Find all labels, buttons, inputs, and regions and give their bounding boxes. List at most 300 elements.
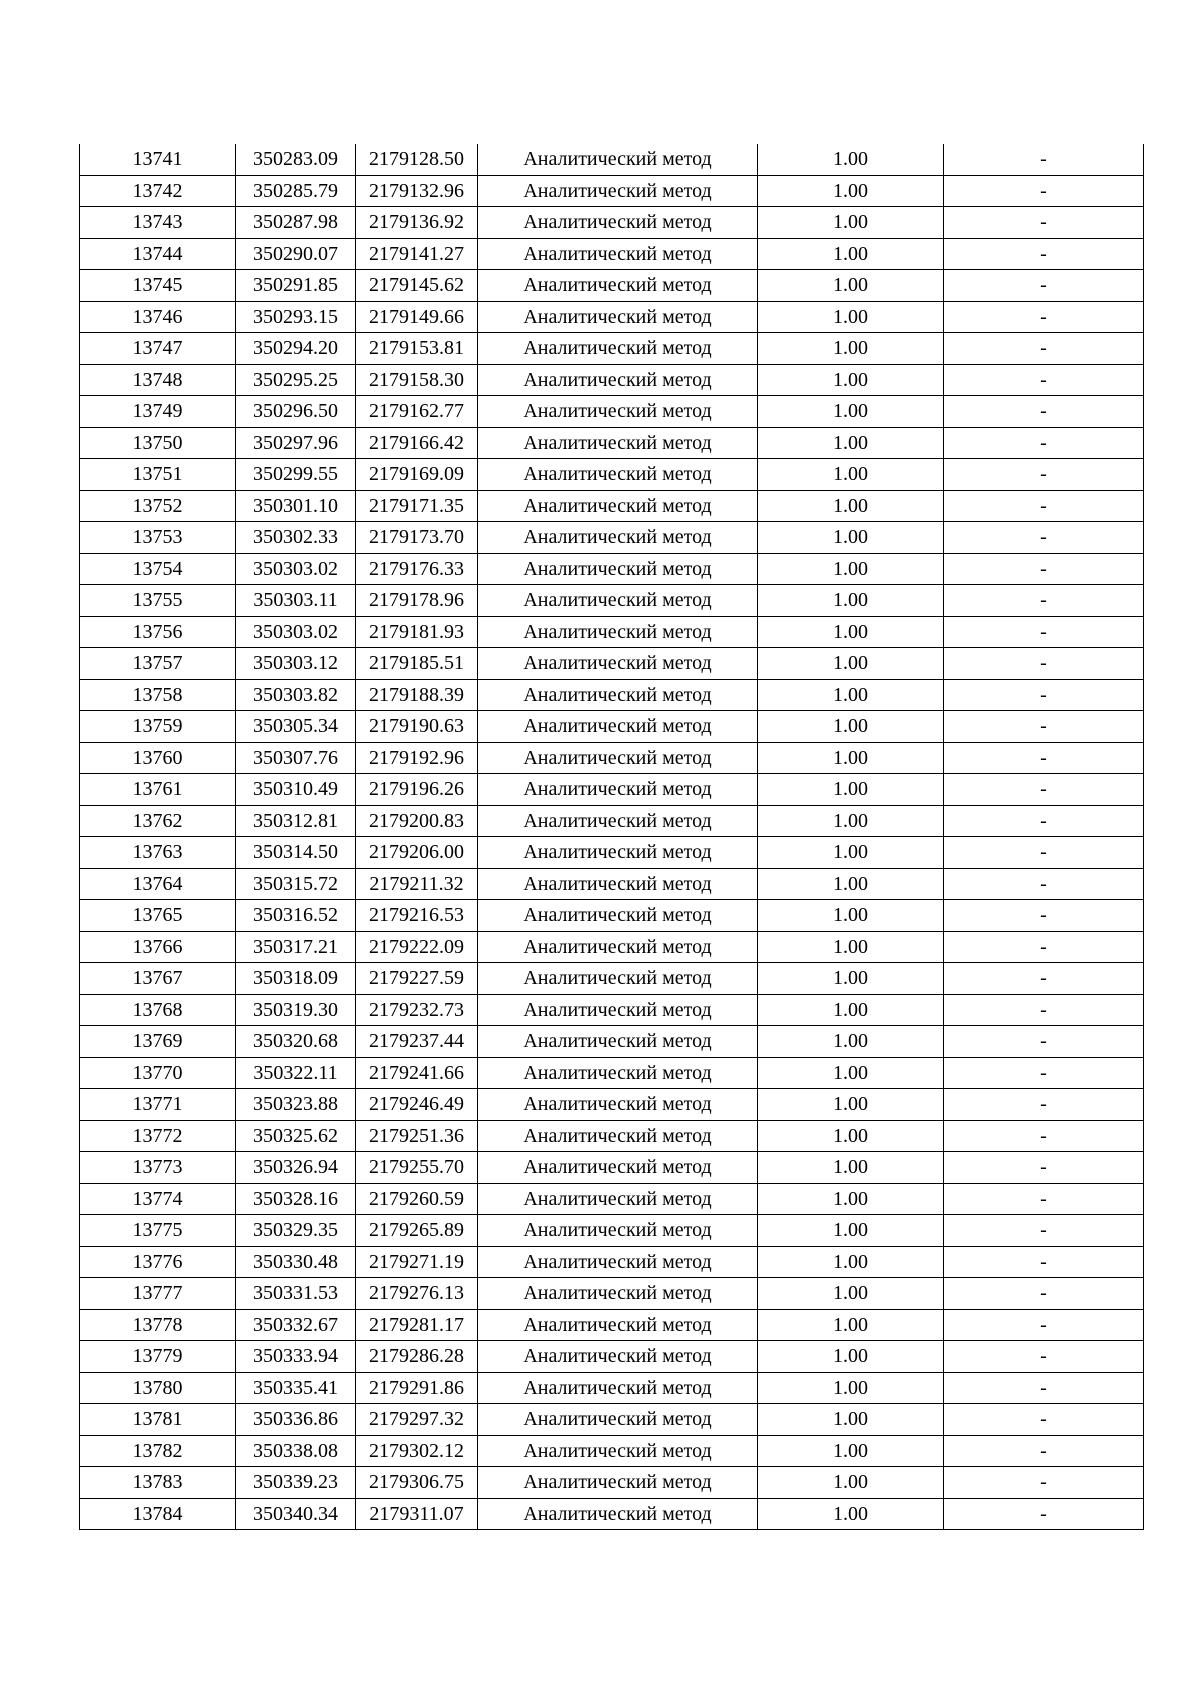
table-row bbox=[80, 1120, 1144, 1152]
y-coordinate-cell: 2179173.70 bbox=[356, 522, 478, 554]
point-number-cell: 13749 bbox=[80, 396, 236, 428]
point-number-cell: 13763 bbox=[80, 837, 236, 869]
point-number-cell: 13765 bbox=[80, 900, 236, 932]
accuracy-cell: 1.00 bbox=[758, 553, 944, 585]
y-coordinate-cell: 2179166.42 bbox=[356, 427, 478, 459]
method-cell: Аналитический метод bbox=[478, 522, 758, 554]
method-cell: Аналитический метод bbox=[478, 711, 758, 743]
point-number-cell: 13758 bbox=[80, 679, 236, 711]
y-coordinate-cell: 2179149.66 bbox=[356, 301, 478, 333]
accuracy-cell: 1.00 bbox=[758, 270, 944, 302]
point-number-cell: 13743 bbox=[80, 207, 236, 239]
y-coordinate-cell: 2179271.19 bbox=[356, 1246, 478, 1278]
point-number-cell: 13784 bbox=[80, 1498, 236, 1530]
x-coordinate-cell: 350293.15 bbox=[236, 301, 356, 333]
table-row bbox=[80, 994, 1144, 1026]
x-coordinate-cell: 350318.09 bbox=[236, 963, 356, 995]
method-cell: Аналитический метод bbox=[478, 1435, 758, 1467]
y-coordinate-cell: 2179227.59 bbox=[356, 963, 478, 995]
accuracy-cell: 1.00 bbox=[758, 301, 944, 333]
accuracy-cell: 1.00 bbox=[758, 742, 944, 774]
method-cell: Аналитический метод bbox=[478, 1152, 758, 1184]
description-cell: - bbox=[944, 1183, 1144, 1215]
method-cell: Аналитический метод bbox=[478, 774, 758, 806]
table-row bbox=[80, 900, 1144, 932]
accuracy-cell: 1.00 bbox=[758, 144, 944, 175]
x-coordinate-cell: 350294.20 bbox=[236, 333, 356, 365]
method-cell: Аналитический метод bbox=[478, 301, 758, 333]
method-cell: Аналитический метод bbox=[478, 679, 758, 711]
x-coordinate-cell: 350323.88 bbox=[236, 1089, 356, 1121]
table-row bbox=[80, 1309, 1144, 1341]
point-number-cell: 13779 bbox=[80, 1341, 236, 1373]
method-cell: Аналитический метод bbox=[478, 900, 758, 932]
y-coordinate-cell: 2179132.96 bbox=[356, 175, 478, 207]
y-coordinate-cell: 2179188.39 bbox=[356, 679, 478, 711]
y-coordinate-cell: 2179178.96 bbox=[356, 585, 478, 617]
method-cell: Аналитический метод bbox=[478, 490, 758, 522]
y-coordinate-cell: 2179291.86 bbox=[356, 1372, 478, 1404]
method-cell: Аналитический метод bbox=[478, 333, 758, 365]
point-number-cell: 13762 bbox=[80, 805, 236, 837]
description-cell: - bbox=[944, 931, 1144, 963]
accuracy-cell: 1.00 bbox=[758, 1309, 944, 1341]
x-coordinate-cell: 350335.41 bbox=[236, 1372, 356, 1404]
y-coordinate-cell: 2179211.32 bbox=[356, 868, 478, 900]
accuracy-cell: 1.00 bbox=[758, 994, 944, 1026]
method-cell: Аналитический метод bbox=[478, 1341, 758, 1373]
point-number-cell: 13745 bbox=[80, 270, 236, 302]
method-cell: Аналитический метод bbox=[478, 396, 758, 428]
accuracy-cell: 1.00 bbox=[758, 1372, 944, 1404]
method-cell: Аналитический метод bbox=[478, 805, 758, 837]
y-coordinate-cell: 2179216.53 bbox=[356, 900, 478, 932]
y-coordinate-cell: 2179141.27 bbox=[356, 238, 478, 270]
accuracy-cell: 1.00 bbox=[758, 364, 944, 396]
method-cell: Аналитический метод bbox=[478, 585, 758, 617]
description-cell: - bbox=[944, 1152, 1144, 1184]
x-coordinate-cell: 350310.49 bbox=[236, 774, 356, 806]
table-row bbox=[80, 207, 1144, 239]
method-cell: Аналитический метод bbox=[478, 616, 758, 648]
description-cell: - bbox=[944, 585, 1144, 617]
description-cell: - bbox=[944, 837, 1144, 869]
y-coordinate-cell: 2179192.96 bbox=[356, 742, 478, 774]
table-row bbox=[80, 742, 1144, 774]
x-coordinate-cell: 350295.25 bbox=[236, 364, 356, 396]
y-coordinate-cell: 2179260.59 bbox=[356, 1183, 478, 1215]
description-cell: - bbox=[944, 490, 1144, 522]
accuracy-cell: 1.00 bbox=[758, 427, 944, 459]
method-cell: Аналитический метод bbox=[478, 144, 758, 175]
x-coordinate-cell: 350307.76 bbox=[236, 742, 356, 774]
x-coordinate-cell: 350339.23 bbox=[236, 1467, 356, 1499]
point-number-cell: 13751 bbox=[80, 459, 236, 491]
y-coordinate-cell: 2179196.26 bbox=[356, 774, 478, 806]
y-coordinate-cell: 2179222.09 bbox=[356, 931, 478, 963]
description-cell: - bbox=[944, 1089, 1144, 1121]
description-cell: - bbox=[944, 1120, 1144, 1152]
accuracy-cell: 1.00 bbox=[758, 1498, 944, 1530]
accuracy-cell: 1.00 bbox=[758, 1341, 944, 1373]
x-coordinate-cell: 350312.81 bbox=[236, 805, 356, 837]
method-cell: Аналитический метод bbox=[478, 175, 758, 207]
accuracy-cell: 1.00 bbox=[758, 648, 944, 680]
accuracy-cell: 1.00 bbox=[758, 1057, 944, 1089]
y-coordinate-cell: 2179158.30 bbox=[356, 364, 478, 396]
point-number-cell: 13764 bbox=[80, 868, 236, 900]
point-number-cell: 13768 bbox=[80, 994, 236, 1026]
table-row bbox=[80, 1498, 1144, 1530]
y-coordinate-cell: 2179306.75 bbox=[356, 1467, 478, 1499]
method-cell: Аналитический метод bbox=[478, 1246, 758, 1278]
table-row bbox=[80, 396, 1144, 428]
y-coordinate-cell: 2179302.12 bbox=[356, 1435, 478, 1467]
accuracy-cell: 1.00 bbox=[758, 396, 944, 428]
point-number-cell: 13773 bbox=[80, 1152, 236, 1184]
accuracy-cell: 1.00 bbox=[758, 616, 944, 648]
table-row bbox=[80, 459, 1144, 491]
accuracy-cell: 1.00 bbox=[758, 805, 944, 837]
accuracy-cell: 1.00 bbox=[758, 711, 944, 743]
y-coordinate-cell: 2179297.32 bbox=[356, 1404, 478, 1436]
table-row bbox=[80, 837, 1144, 869]
x-coordinate-cell: 350325.62 bbox=[236, 1120, 356, 1152]
point-number-cell: 13783 bbox=[80, 1467, 236, 1499]
x-coordinate-cell: 350329.35 bbox=[236, 1215, 356, 1247]
x-coordinate-cell: 350291.85 bbox=[236, 270, 356, 302]
x-coordinate-cell: 350290.07 bbox=[236, 238, 356, 270]
point-number-cell: 13761 bbox=[80, 774, 236, 806]
description-cell: - bbox=[944, 459, 1144, 491]
accuracy-cell: 1.00 bbox=[758, 522, 944, 554]
accuracy-cell: 1.00 bbox=[758, 837, 944, 869]
table-row bbox=[80, 1215, 1144, 1247]
accuracy-cell: 1.00 bbox=[758, 490, 944, 522]
point-number-cell: 13757 bbox=[80, 648, 236, 680]
table-row bbox=[80, 1278, 1144, 1310]
accuracy-cell: 1.00 bbox=[758, 1152, 944, 1184]
coordinates-table-body bbox=[80, 144, 1144, 1530]
accuracy-cell: 1.00 bbox=[758, 900, 944, 932]
description-cell: - bbox=[944, 648, 1144, 680]
accuracy-cell: 1.00 bbox=[758, 1026, 944, 1058]
y-coordinate-cell: 2179206.00 bbox=[356, 837, 478, 869]
y-coordinate-cell: 2179181.93 bbox=[356, 616, 478, 648]
point-number-cell: 13742 bbox=[80, 175, 236, 207]
x-coordinate-cell: 350303.11 bbox=[236, 585, 356, 617]
table-row bbox=[80, 1372, 1144, 1404]
description-cell: - bbox=[944, 1246, 1144, 1278]
point-number-cell: 13772 bbox=[80, 1120, 236, 1152]
description-cell: - bbox=[944, 679, 1144, 711]
table-row bbox=[80, 1026, 1144, 1058]
method-cell: Аналитический метод bbox=[478, 648, 758, 680]
x-coordinate-cell: 350328.16 bbox=[236, 1183, 356, 1215]
method-cell: Аналитический метод bbox=[478, 270, 758, 302]
y-coordinate-cell: 2179200.83 bbox=[356, 805, 478, 837]
y-coordinate-cell: 2179190.63 bbox=[356, 711, 478, 743]
x-coordinate-cell: 350297.96 bbox=[236, 427, 356, 459]
method-cell: Аналитический метод bbox=[478, 868, 758, 900]
table-row bbox=[80, 1089, 1144, 1121]
accuracy-cell: 1.00 bbox=[758, 931, 944, 963]
y-coordinate-cell: 2179136.92 bbox=[356, 207, 478, 239]
x-coordinate-cell: 350331.53 bbox=[236, 1278, 356, 1310]
description-cell: - bbox=[944, 270, 1144, 302]
method-cell: Аналитический метод bbox=[478, 1120, 758, 1152]
table-row bbox=[80, 553, 1144, 585]
table-row bbox=[80, 427, 1144, 459]
table-row bbox=[80, 1246, 1144, 1278]
description-cell: - bbox=[944, 522, 1144, 554]
y-coordinate-cell: 2179145.62 bbox=[356, 270, 478, 302]
point-number-cell: 13770 bbox=[80, 1057, 236, 1089]
point-number-cell: 13778 bbox=[80, 1309, 236, 1341]
table-row bbox=[80, 679, 1144, 711]
point-number-cell: 13771 bbox=[80, 1089, 236, 1121]
accuracy-cell: 1.00 bbox=[758, 1183, 944, 1215]
description-cell: - bbox=[944, 1341, 1144, 1373]
accuracy-cell: 1.00 bbox=[758, 333, 944, 365]
y-coordinate-cell: 2179255.70 bbox=[356, 1152, 478, 1184]
method-cell: Аналитический метод bbox=[478, 1026, 758, 1058]
y-coordinate-cell: 2179171.35 bbox=[356, 490, 478, 522]
x-coordinate-cell: 350296.50 bbox=[236, 396, 356, 428]
x-coordinate-cell: 350315.72 bbox=[236, 868, 356, 900]
y-coordinate-cell: 2179237.44 bbox=[356, 1026, 478, 1058]
accuracy-cell: 1.00 bbox=[758, 585, 944, 617]
x-coordinate-cell: 350330.48 bbox=[236, 1246, 356, 1278]
point-number-cell: 13756 bbox=[80, 616, 236, 648]
y-coordinate-cell: 2179176.33 bbox=[356, 553, 478, 585]
point-number-cell: 13741 bbox=[80, 144, 236, 175]
accuracy-cell: 1.00 bbox=[758, 1467, 944, 1499]
table-row bbox=[80, 1183, 1144, 1215]
table-row bbox=[80, 1341, 1144, 1373]
table-row bbox=[80, 616, 1144, 648]
x-coordinate-cell: 350285.79 bbox=[236, 175, 356, 207]
x-coordinate-cell: 350303.02 bbox=[236, 553, 356, 585]
y-coordinate-cell: 2179246.49 bbox=[356, 1089, 478, 1121]
method-cell: Аналитический метод bbox=[478, 364, 758, 396]
table-row bbox=[80, 1404, 1144, 1436]
point-number-cell: 13744 bbox=[80, 238, 236, 270]
table-row bbox=[80, 333, 1144, 365]
table-row bbox=[80, 175, 1144, 207]
method-cell: Аналитический метод bbox=[478, 1467, 758, 1499]
description-cell: - bbox=[944, 1309, 1144, 1341]
accuracy-cell: 1.00 bbox=[758, 175, 944, 207]
description-cell: - bbox=[944, 1435, 1144, 1467]
y-coordinate-cell: 2179251.36 bbox=[356, 1120, 478, 1152]
table-row bbox=[80, 1467, 1144, 1499]
point-number-cell: 13776 bbox=[80, 1246, 236, 1278]
table-row bbox=[80, 868, 1144, 900]
point-number-cell: 13755 bbox=[80, 585, 236, 617]
table-row bbox=[80, 963, 1144, 995]
method-cell: Аналитический метод bbox=[478, 1404, 758, 1436]
description-cell: - bbox=[944, 553, 1144, 585]
table-row bbox=[80, 648, 1144, 680]
point-number-cell: 13766 bbox=[80, 931, 236, 963]
method-cell: Аналитический метод bbox=[478, 931, 758, 963]
method-cell: Аналитический метод bbox=[478, 1309, 758, 1341]
point-number-cell: 13752 bbox=[80, 490, 236, 522]
accuracy-cell: 1.00 bbox=[758, 1120, 944, 1152]
coordinates-table bbox=[79, 144, 1144, 1530]
x-coordinate-cell: 350316.52 bbox=[236, 900, 356, 932]
description-cell: - bbox=[944, 963, 1144, 995]
y-coordinate-cell: 2179241.66 bbox=[356, 1057, 478, 1089]
description-cell: - bbox=[944, 1215, 1144, 1247]
x-coordinate-cell: 350332.67 bbox=[236, 1309, 356, 1341]
description-cell: - bbox=[944, 364, 1144, 396]
table-row bbox=[80, 490, 1144, 522]
table-row bbox=[80, 301, 1144, 333]
method-cell: Аналитический метод bbox=[478, 994, 758, 1026]
x-coordinate-cell: 350287.98 bbox=[236, 207, 356, 239]
description-cell: - bbox=[944, 1278, 1144, 1310]
point-number-cell: 13782 bbox=[80, 1435, 236, 1467]
description-cell: - bbox=[944, 742, 1144, 774]
table-row bbox=[80, 711, 1144, 743]
method-cell: Аналитический метод bbox=[478, 1372, 758, 1404]
description-cell: - bbox=[944, 1057, 1144, 1089]
y-coordinate-cell: 2179265.89 bbox=[356, 1215, 478, 1247]
x-coordinate-cell: 350319.30 bbox=[236, 994, 356, 1026]
accuracy-cell: 1.00 bbox=[758, 963, 944, 995]
description-cell: - bbox=[944, 238, 1144, 270]
description-cell: - bbox=[944, 774, 1144, 806]
table-row bbox=[80, 1152, 1144, 1184]
accuracy-cell: 1.00 bbox=[758, 1246, 944, 1278]
accuracy-cell: 1.00 bbox=[758, 459, 944, 491]
point-number-cell: 13759 bbox=[80, 711, 236, 743]
method-cell: Аналитический метод bbox=[478, 238, 758, 270]
y-coordinate-cell: 2179281.17 bbox=[356, 1309, 478, 1341]
method-cell: Аналитический метод bbox=[478, 837, 758, 869]
description-cell: - bbox=[944, 1467, 1144, 1499]
y-coordinate-cell: 2179153.81 bbox=[356, 333, 478, 365]
y-coordinate-cell: 2179162.77 bbox=[356, 396, 478, 428]
description-cell: - bbox=[944, 1498, 1144, 1530]
description-cell: - bbox=[944, 427, 1144, 459]
table-row bbox=[80, 522, 1144, 554]
description-cell: - bbox=[944, 994, 1144, 1026]
table-row bbox=[80, 1435, 1144, 1467]
table-row bbox=[80, 238, 1144, 270]
table-row bbox=[80, 270, 1144, 302]
y-coordinate-cell: 2179169.09 bbox=[356, 459, 478, 491]
accuracy-cell: 1.00 bbox=[758, 1404, 944, 1436]
table-row bbox=[80, 144, 1144, 175]
x-coordinate-cell: 350314.50 bbox=[236, 837, 356, 869]
description-cell: - bbox=[944, 333, 1144, 365]
x-coordinate-cell: 350283.09 bbox=[236, 144, 356, 175]
method-cell: Аналитический метод bbox=[478, 553, 758, 585]
description-cell: - bbox=[944, 144, 1144, 175]
point-number-cell: 13753 bbox=[80, 522, 236, 554]
x-coordinate-cell: 350303.82 bbox=[236, 679, 356, 711]
description-cell: - bbox=[944, 868, 1144, 900]
accuracy-cell: 1.00 bbox=[758, 1089, 944, 1121]
method-cell: Аналитический метод bbox=[478, 427, 758, 459]
y-coordinate-cell: 2179286.28 bbox=[356, 1341, 478, 1373]
x-coordinate-cell: 350333.94 bbox=[236, 1341, 356, 1373]
description-cell: - bbox=[944, 1026, 1144, 1058]
point-number-cell: 13780 bbox=[80, 1372, 236, 1404]
method-cell: Аналитический метод bbox=[478, 207, 758, 239]
accuracy-cell: 1.00 bbox=[758, 207, 944, 239]
description-cell: - bbox=[944, 805, 1144, 837]
description-cell: - bbox=[944, 1404, 1144, 1436]
accuracy-cell: 1.00 bbox=[758, 1278, 944, 1310]
description-cell: - bbox=[944, 711, 1144, 743]
y-coordinate-cell: 2179232.73 bbox=[356, 994, 478, 1026]
method-cell: Аналитический метод bbox=[478, 1498, 758, 1530]
x-coordinate-cell: 350301.10 bbox=[236, 490, 356, 522]
accuracy-cell: 1.00 bbox=[758, 679, 944, 711]
y-coordinate-cell: 2179311.07 bbox=[356, 1498, 478, 1530]
table-row bbox=[80, 364, 1144, 396]
method-cell: Аналитический метод bbox=[478, 1057, 758, 1089]
table-row bbox=[80, 931, 1144, 963]
point-number-cell: 13754 bbox=[80, 553, 236, 585]
x-coordinate-cell: 350305.34 bbox=[236, 711, 356, 743]
x-coordinate-cell: 350336.86 bbox=[236, 1404, 356, 1436]
x-coordinate-cell: 350303.12 bbox=[236, 648, 356, 680]
description-cell: - bbox=[944, 301, 1144, 333]
x-coordinate-cell: 350322.11 bbox=[236, 1057, 356, 1089]
x-coordinate-cell: 350340.34 bbox=[236, 1498, 356, 1530]
x-coordinate-cell: 350317.21 bbox=[236, 931, 356, 963]
description-cell: - bbox=[944, 616, 1144, 648]
table-row bbox=[80, 774, 1144, 806]
point-number-cell: 13781 bbox=[80, 1404, 236, 1436]
x-coordinate-cell: 350303.02 bbox=[236, 616, 356, 648]
point-number-cell: 13760 bbox=[80, 742, 236, 774]
accuracy-cell: 1.00 bbox=[758, 774, 944, 806]
point-number-cell: 13777 bbox=[80, 1278, 236, 1310]
method-cell: Аналитический метод bbox=[478, 742, 758, 774]
method-cell: Аналитический метод bbox=[478, 1089, 758, 1121]
description-cell: - bbox=[944, 175, 1144, 207]
point-number-cell: 13746 bbox=[80, 301, 236, 333]
method-cell: Аналитический метод bbox=[478, 963, 758, 995]
y-coordinate-cell: 2179128.50 bbox=[356, 144, 478, 175]
point-number-cell: 13775 bbox=[80, 1215, 236, 1247]
description-cell: - bbox=[944, 207, 1144, 239]
y-coordinate-cell: 2179276.13 bbox=[356, 1278, 478, 1310]
x-coordinate-cell: 350302.33 bbox=[236, 522, 356, 554]
accuracy-cell: 1.00 bbox=[758, 868, 944, 900]
table-row bbox=[80, 585, 1144, 617]
method-cell: Аналитический метод bbox=[478, 1183, 758, 1215]
method-cell: Аналитический метод bbox=[478, 1215, 758, 1247]
accuracy-cell: 1.00 bbox=[758, 238, 944, 270]
table-row bbox=[80, 805, 1144, 837]
description-cell: - bbox=[944, 900, 1144, 932]
method-cell: Аналитический метод bbox=[478, 459, 758, 491]
point-number-cell: 13769 bbox=[80, 1026, 236, 1058]
y-coordinate-cell: 2179185.51 bbox=[356, 648, 478, 680]
point-number-cell: 13750 bbox=[80, 427, 236, 459]
accuracy-cell: 1.00 bbox=[758, 1435, 944, 1467]
accuracy-cell: 1.00 bbox=[758, 1215, 944, 1247]
x-coordinate-cell: 350326.94 bbox=[236, 1152, 356, 1184]
x-coordinate-cell: 350338.08 bbox=[236, 1435, 356, 1467]
